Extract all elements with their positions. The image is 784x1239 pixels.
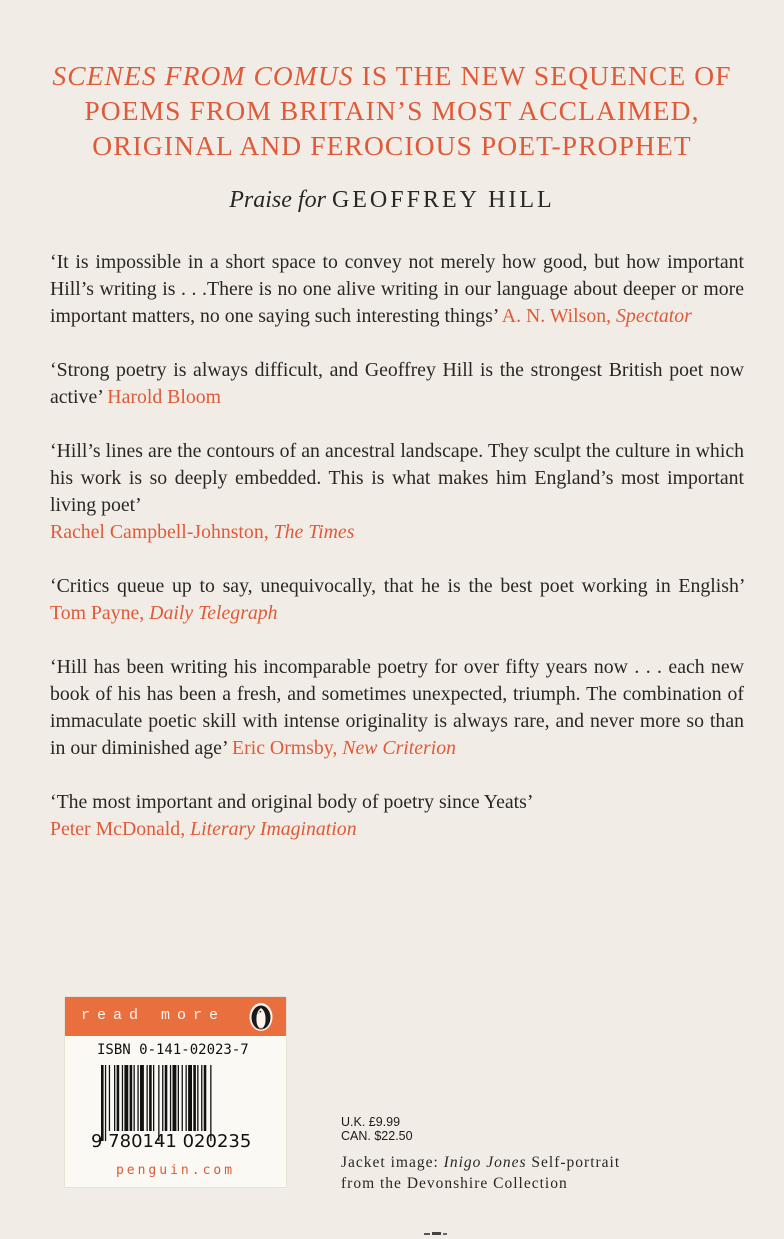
price-can: CAN. $22.50 [341,1129,413,1143]
prices [341,1115,413,1143]
quote-source: Eric Ormsby, New Criterion [232,737,457,759]
credit-line-2: from the Devonshire Collection [341,1175,568,1192]
review-quote: ‘Critics queue up to say, unequivocally, that he is the best poet working in English’ Tom Payne, Daily Telegraph [50,575,744,624]
jacket-credit [341,1152,620,1194]
quote-source: A. N. Wilson, Spectator [501,305,692,327]
praise-heading [40,187,744,214]
review-quote: ‘The most important and original body of poetry since Yeats’ Peter McDonald, Literary Imagination [50,791,534,840]
print-smudge [424,1232,448,1236]
isbn-label: ISBN 0-141-02023-7 [97,1042,249,1058]
review-quote: ‘It is impossible in a short space to convey not merely how good, but how important Hill’s writing is . . .There is no one alive writing in our language about deeper or more important matters, no one saying such interesting things’ A. N. Wilson, Spectator [50,251,744,327]
headline-line-3: ORIGINAL AND FEROCIOUS POET-PROPHET [92,130,692,161]
penguin-logo-icon [248,1002,274,1032]
review-quote: ‘Strong poetry is always difficult, and Geoffrey Hill is the strongest British poet now active’ Harold Bloom [50,359,744,408]
quote-source: Rachel Campbell-Johnston, The Times [50,521,355,543]
barcode-box [64,996,287,1188]
book-title: SCENES FROM COMUS [52,60,354,91]
headline-line-2: POEMS FROM BRITAIN’S MOST ACCLAIMED, [84,95,700,126]
barcode-number: 9 780141 020235 [91,1131,252,1152]
quote-source: Tom Payne, Daily Telegraph [50,602,278,624]
website-label: penguin.com [115,1163,236,1178]
barcode-image [101,1065,257,1141]
credit-line-1: Jacket image: Inigo Jones Self-portrait [341,1154,621,1171]
review-quote: ‘Hill has been writing his incomparable poetry for over fifty years now . . . each new book of his has been a fresh, and sometimes unexpected, triumph. The combination of immaculate poetic skill with intense originality is always rare, and never more so than in our diminished age’ Eric Ormsby, New Criterion [50,656,744,759]
read-more-banner [65,997,286,1036]
headline [40,58,744,163]
headline-line-1: SCENES FROM COMUS IS THE NEW SEQUENCE OF [52,60,732,91]
read-more-label: read more [81,1007,226,1024]
review-quote: ‘Hill’s lines are the contours of an ancestral landscape. They sculpt the culture in which his work is so deeply embedded. This is what makes him England’s most important living poet’ Rachel Campbell-Johnston, The Times [50,440,744,543]
praise-prefix: Praise for [229,187,326,213]
price-uk: U.K. £9.99 [341,1115,401,1129]
quote-source: Harold Bloom [107,386,222,408]
review-quotes [50,249,744,870]
author-name: GEOFFREY HILL [331,187,555,213]
quote-source: Peter McDonald, Literary Imagination [50,818,357,840]
